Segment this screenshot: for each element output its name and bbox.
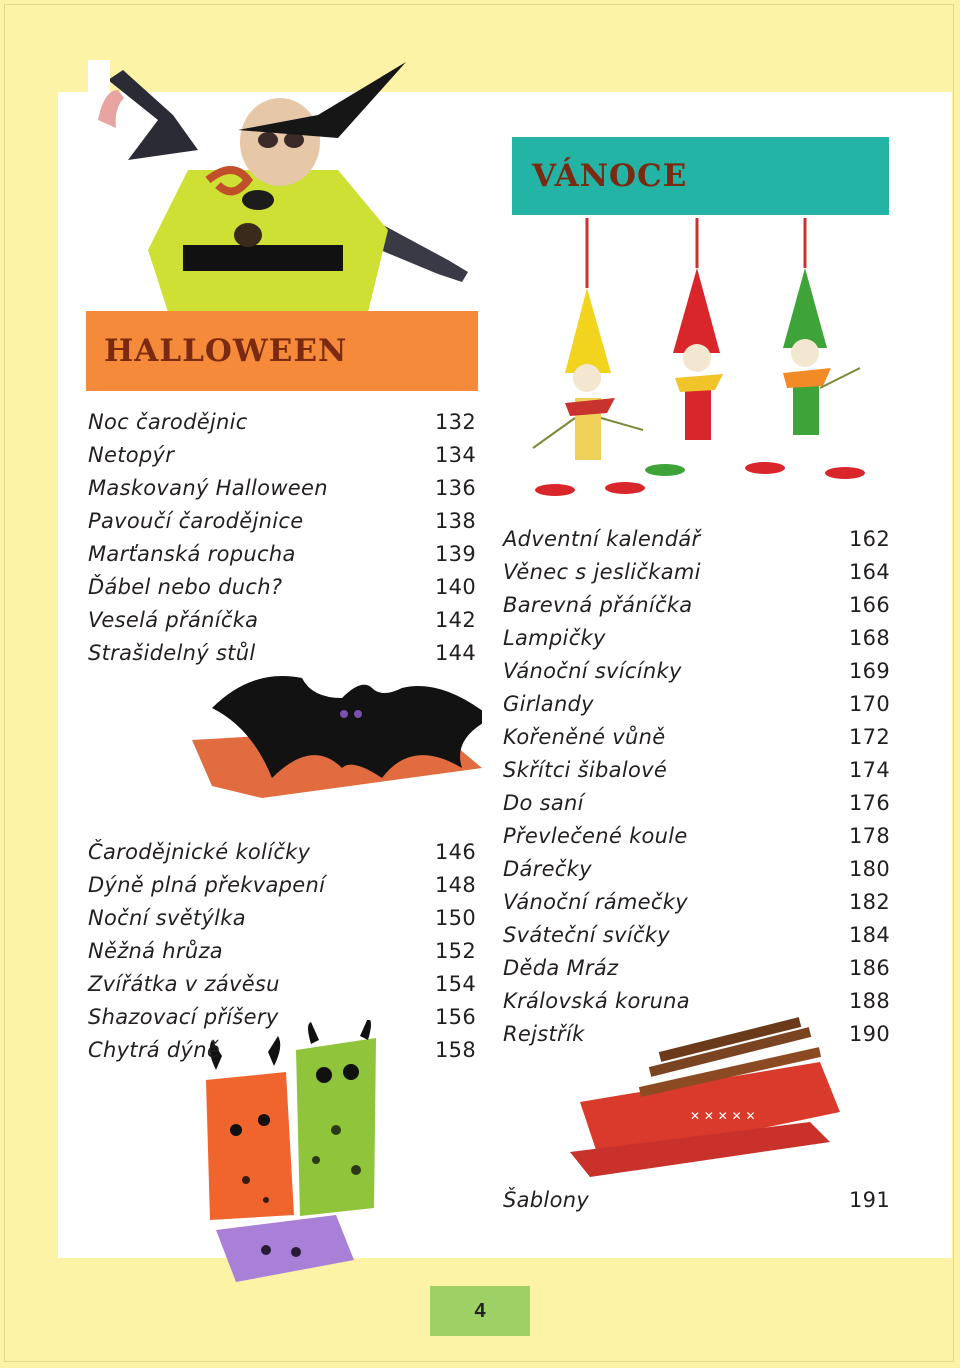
toc-title: Marťanská ropucha (88, 541, 296, 566)
toc-page: 188 (849, 988, 890, 1013)
toc-page: 162 (849, 526, 890, 551)
toc-title: Girlandy (503, 691, 594, 716)
toc-page: 184 (849, 922, 890, 947)
toc-entry[interactable] (88, 504, 476, 537)
toc-entry[interactable] (88, 603, 476, 636)
toc-entry[interactable] (503, 687, 890, 720)
toc-title: Barevná přáníčka (503, 592, 693, 617)
toc-page: 164 (849, 559, 890, 584)
toc-entry[interactable] (88, 1000, 476, 1033)
toc-entry[interactable] (503, 522, 890, 555)
toc-title: Kořeněné vůně (503, 724, 666, 749)
toc-title: Šablony (503, 1187, 590, 1212)
vanoce-heading-text: VÁNOCE (532, 158, 688, 194)
toc-entry[interactable] (88, 405, 476, 438)
toc-page: 134 (435, 442, 476, 467)
toc-page: 156 (435, 1004, 476, 1029)
toc-title: Netopýr (88, 442, 175, 467)
toc-entry[interactable] (503, 918, 890, 951)
toc-title: Zvířátka v závěsu (88, 971, 280, 996)
toc-page: 136 (435, 475, 476, 500)
toc-page: 140 (435, 574, 476, 599)
toc-page: 139 (435, 541, 476, 566)
toc-entry[interactable] (88, 901, 476, 934)
halloween-heading-text: HALLOWEEN (104, 333, 348, 369)
toc-title: Dýně plná překvapení (88, 872, 326, 897)
toc-entry[interactable] (503, 621, 890, 654)
toc-entry[interactable] (503, 555, 890, 588)
page-number: 4 (474, 1299, 486, 1322)
page-frame-right (952, 0, 960, 1368)
toc-entry[interactable] (503, 885, 890, 918)
svg-text:✕ ✕ ✕ ✕ ✕: ✕ ✕ ✕ ✕ ✕ (690, 1109, 756, 1123)
toc-entry[interactable] (503, 1183, 890, 1216)
toc-title: Noční světýlka (88, 905, 246, 930)
toc-entry[interactable] (503, 654, 890, 687)
toc-title: Věnec s jesličkami (503, 559, 701, 584)
vanoce-heading (512, 137, 889, 215)
toc-page: 182 (849, 889, 890, 914)
toc-page: 154 (435, 971, 476, 996)
toc-page: 186 (849, 955, 890, 980)
toc-entry[interactable] (88, 438, 476, 471)
toc-page: 190 (849, 1021, 890, 1046)
toc-entry[interactable] (88, 835, 476, 868)
toc-page: 152 (435, 938, 476, 963)
toc-entry[interactable] (88, 934, 476, 967)
toc-title: Převlečené koule (503, 823, 688, 848)
toc-entry[interactable] (88, 570, 476, 603)
toc-page: 132 (435, 409, 476, 434)
toc-page: 166 (849, 592, 890, 617)
toc-page: 170 (849, 691, 890, 716)
toc-entry[interactable] (88, 967, 476, 1000)
toc-page: 191 (849, 1187, 890, 1212)
toc-entry[interactable] (503, 819, 890, 852)
toc-title: Pavoučí čarodějnice (88, 508, 304, 533)
toc-title: Čarodějnické kolíčky (88, 839, 311, 864)
toc-page: 168 (849, 625, 890, 650)
page-number-tab (430, 1286, 530, 1336)
toc-title: Dárečky (503, 856, 592, 881)
toc-page: 148 (435, 872, 476, 897)
toc-entry[interactable] (503, 1017, 890, 1050)
templates-toc (503, 1183, 890, 1216)
toc-entry[interactable] (503, 588, 890, 621)
toc-title: Ďábel nebo duch? (88, 574, 283, 599)
toc-title: Vánoční rámečky (503, 889, 688, 914)
toc-entry[interactable] (503, 984, 890, 1017)
vanoce-toc (503, 522, 890, 1050)
toc-title: Něžná hrůza (88, 938, 223, 963)
toc-title: Chytrá dýně (88, 1037, 221, 1062)
toc-entry[interactable] (88, 868, 476, 901)
page-frame-left (0, 0, 58, 1368)
toc-title: Vánoční svícínky (503, 658, 682, 683)
toc-title: Veselá přáníčka (88, 607, 259, 632)
toc-title: Královská koruna (503, 988, 690, 1013)
toc-entry[interactable] (88, 1033, 476, 1066)
toc-page: 144 (435, 640, 476, 665)
toc-title: Lampičky (503, 625, 606, 650)
witch-costume-photo (88, 60, 478, 312)
toc-page: 178 (849, 823, 890, 848)
toc-page: 172 (849, 724, 890, 749)
halloween-heading (86, 311, 478, 391)
toc-page: 158 (435, 1037, 476, 1062)
bat-craft-photo (192, 668, 482, 808)
toc-page: 142 (435, 607, 476, 632)
toc-title: Shazovací příšery (88, 1004, 279, 1029)
toc-title: Děda Mráz (503, 955, 619, 980)
christmas-elves-photo (515, 218, 895, 503)
toc-page: 150 (435, 905, 476, 930)
toc-page: 180 (849, 856, 890, 881)
toc-entry[interactable] (88, 471, 476, 504)
toc-page: 138 (435, 508, 476, 533)
toc-entry[interactable] (503, 753, 890, 786)
toc-title: Rejstřík (503, 1021, 585, 1046)
toc-entry[interactable] (503, 852, 890, 885)
toc-page: 146 (435, 839, 476, 864)
toc-title: Adventní kalendář (503, 526, 701, 551)
toc-entry[interactable] (503, 786, 890, 819)
toc-page: 176 (849, 790, 890, 815)
toc-title: Maskovaný Halloween (88, 475, 328, 500)
halloween-toc-group-1 (88, 405, 476, 669)
toc-entry[interactable] (503, 951, 890, 984)
toc-entry[interactable] (503, 720, 890, 753)
toc-entry[interactable] (88, 636, 476, 669)
toc-page: 174 (849, 757, 890, 782)
toc-title: Do saní (503, 790, 584, 815)
halloween-toc-group-2 (88, 835, 476, 1066)
toc-page: 169 (849, 658, 890, 683)
toc-title: Noc čarodějnic (88, 409, 248, 434)
toc-title: Strašidelný stůl (88, 640, 256, 665)
toc-entry[interactable] (88, 537, 476, 570)
toc-title: Skřítci šibalové (503, 757, 668, 782)
toc-title: Sváteční svíčky (503, 922, 670, 947)
